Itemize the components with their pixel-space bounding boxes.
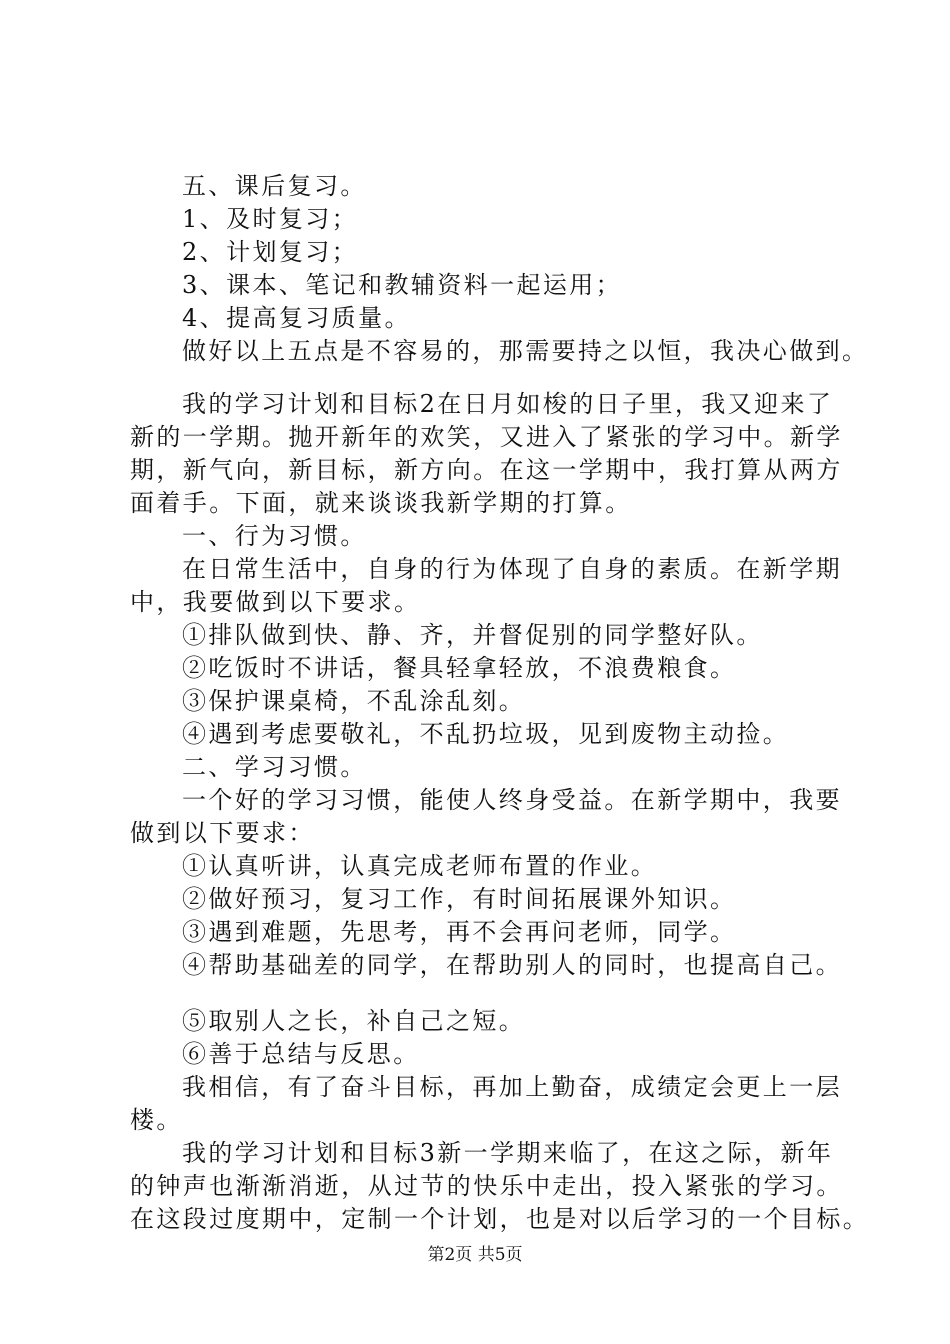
paragraph-line: 期，新气向，新目标，新方向。在这一学期中，我打算从两方 [130,456,843,484]
section-heading: 一、行为习惯。 [182,522,367,550]
list-item: ⑤取别人之长，补自己之短。 [182,1007,526,1035]
document-body [130,170,870,1236]
paragraph-line: 在日常生活中，自身的行为体现了自身的素质。在新学期 [182,555,842,583]
list-item: ②做好预习，复习工作，有时间拓展课外知识。 [182,885,737,913]
paragraph-line: 中，我要做到以下要求。 [130,588,421,616]
paragraph-gap [130,982,850,1005]
list-item: ③遇到难题，先思考，再不会再问老师，同学。 [182,918,737,946]
paragraph-line: 一个好的学习习惯，能使人终身受益。在新学期中，我要 [182,786,842,814]
paragraph-line: 楼。 [130,1106,183,1134]
list-item: ①认真听讲，认真完成老师布置的作业。 [182,852,658,880]
paragraph-gap [130,368,850,388]
paragraph-line: 我相信，有了奋斗目标，再加上勤奋，成绩定会更上一层 [182,1073,842,1101]
list-item: ⑥善于总结与反思。 [182,1040,420,1068]
paragraph-line: 新的一学期。抛开新年的欢笑，又进入了紧张的学习中。新学 [130,423,843,451]
page-indicator: 第2页 共5页 [427,1245,523,1265]
list-item: 4、提高复习质量。 [182,304,411,332]
list-item: ④帮助基础差的同学，在帮助别人的同时，也提高自己。 [182,951,842,979]
section-heading: 二、学习习惯。 [182,753,367,781]
paragraph-line: 的钟声也渐渐消逝，从过节的快乐中走出，投入紧张的学习。 [130,1172,843,1200]
list-item: ③保护课桌椅，不乱涂乱刻。 [182,687,526,715]
section-heading: 五、课后复习。 [182,172,367,200]
paragraph-line: 在这段过度期中，定制一个计划，也是对以后学习的一个目标。 [130,1205,870,1233]
list-item: ②吃饭时不讲话，餐具轻拿轻放，不浪费粮食。 [182,654,737,682]
paragraph-line: 我的学习计划和目标2在日月如梭的日子里，我又迎来了 [182,390,834,418]
page-footer [0,1243,950,1267]
list-item: 1、及时复习； [182,205,359,233]
list-item: ④遇到考虑要敬礼，不乱扔垃圾，见到废物主动捡。 [182,720,790,748]
paragraph-line: 我的学习计划和目标3新一学期来临了，在这之际，新年 [182,1139,834,1167]
list-item: ①排队做到快、静、齐，并督促别的同学整好队。 [182,621,763,649]
list-item: 3、课本、笔记和教辅资料一起运用； [182,271,623,299]
paragraph-line: 做好以上五点是不容易的，那需要持之以恒，我决心做到。 [182,337,869,365]
paragraph-line: 做到以下要求： [130,819,315,847]
paragraph-line: 面着手。下面，就来谈谈我新学期的打算。 [130,489,632,517]
list-item: 2、计划复习； [182,238,359,266]
